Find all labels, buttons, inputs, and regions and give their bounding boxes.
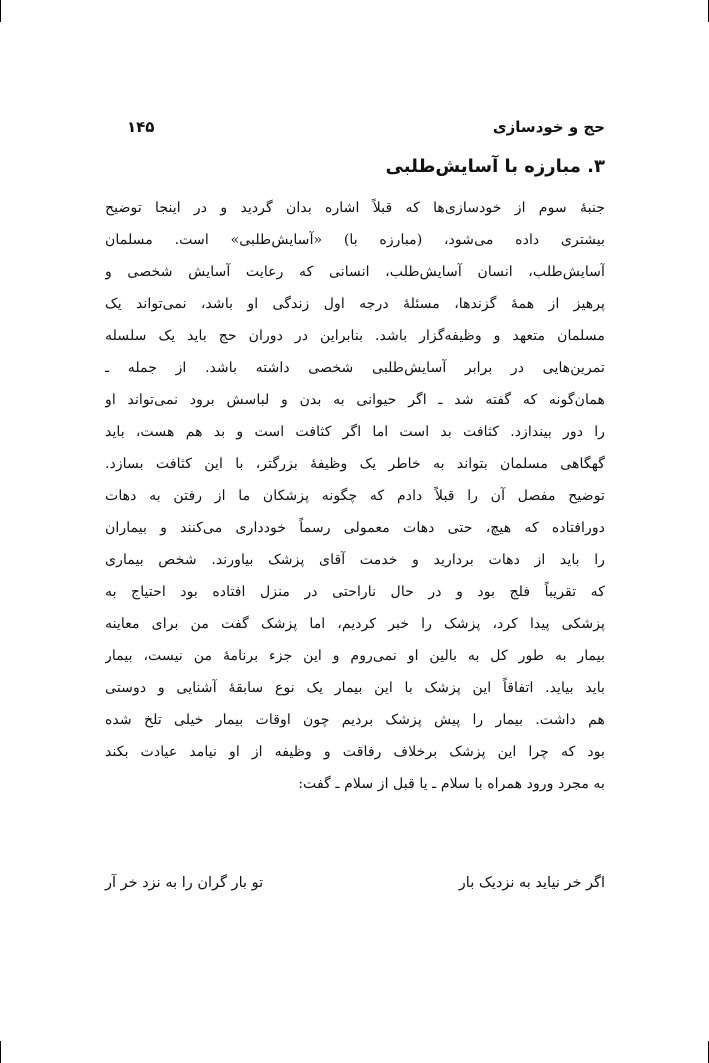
paragraph-line: باید بیاید. اتفاقاً این پزشک با این بیمار یک نوع سابقهٔ آشنایی و دوستی xyxy=(105,680,605,696)
paragraph-line: همان‌گونه که گفته شد ـ اگر حیوانی به بدن و لباسش برود نمی‌تواند او xyxy=(105,392,605,408)
paragraph-line: هم داشت. بیمار را پیش پزشک بردیم چون اوقات بیمار خیلی تلخ شده xyxy=(105,712,605,728)
page-number: ۱۴۵ xyxy=(127,118,155,136)
paragraph-line: بیمار به طور کل به بالین او نمی‌روم و این جزء برنامهٔ من نیست، بیمار xyxy=(105,648,605,664)
crop-mark-top-left xyxy=(0,0,1,22)
paragraph-line: را باید از دهات بردارید و خدمت آقای پزشک بیاورند. شخص بیماری xyxy=(105,552,605,568)
verse-second-hemistich: تو بار گران را به نزد خر آر xyxy=(105,875,264,891)
paragraph-line: پرهیز از همهٔ گزندها، مسئلهٔ درجه اول زندگی او باشد، نمی‌تواند یک xyxy=(105,296,605,312)
body-paragraph xyxy=(105,192,605,800)
running-head xyxy=(105,114,605,140)
section-heading: ۳. مبارزه با آسایش‌طلبی xyxy=(385,156,605,177)
paragraph-line: جنبهٔ سوم از خودسازی‌ها که قبلاً اشاره بدان گردید و در اینجا توضیح xyxy=(105,200,605,216)
paragraph-line: مسلمان متعهد و وظیفه‌گزار باشد. بنابراین در دوران حج باید یک سلسله xyxy=(105,328,605,344)
paragraph-line: بیشتری داده می‌شود، (مبارزه با) «آسایش‌طلبی» است. مسلمان xyxy=(105,232,605,248)
paragraph-line: گهگاهی مسلمان بتواند به خاطر یک وظیفهٔ بزرگتر، با این کثافت بسازد. xyxy=(105,456,605,472)
paragraph-line: آسایش‌طلب، انسان آسایش‌طلب، انسانی که رعایت آسایش شخصی و xyxy=(105,264,605,280)
crop-mark-bottom-left xyxy=(0,1041,1,1063)
running-head-title: حج و خودسازی xyxy=(492,118,605,136)
paragraph-line: را دور بیندازد. کثافت بد است اما اگر کثافت است و بد هم هست، باید xyxy=(105,424,605,440)
paragraph-line: تمرین‌هایی در برابر آسایش‌طلبی شخصی داشته باشد. از جمله ـ xyxy=(105,360,605,376)
book-page xyxy=(105,0,605,1063)
paragraph-line: بود که چرا این پزشک برخلاف رفاقت و وظیفه از او نیامد عیادت بکند xyxy=(105,744,605,760)
paragraph-line: دورافتاده که هیچ، حتی دهات معمولی رسماً خودداری می‌کنند و بیماران xyxy=(105,520,605,536)
paragraph-line: به مجرد ورود همراه با سلام ـ یا قبل از سلام ـ گفت: xyxy=(298,776,605,792)
verse-first-hemistich: اگر خر نیاید به نزدیک بار xyxy=(458,875,605,891)
paragraph-line: که تقریباً فلج بود و در حال ناراحتی در منزل افتاده بود احتیاج به xyxy=(105,584,605,600)
paragraph-line: توضیح مفصل آن را قبلاً دادم که چگونه پزشکان ما از رفتن به دهات xyxy=(105,488,605,504)
paragraph-line: پزشکی پیدا کرد، پزشک را خبر کردیم، اما پزشک گفت من برای معاینه xyxy=(105,616,605,632)
poem-verse xyxy=(105,866,605,900)
